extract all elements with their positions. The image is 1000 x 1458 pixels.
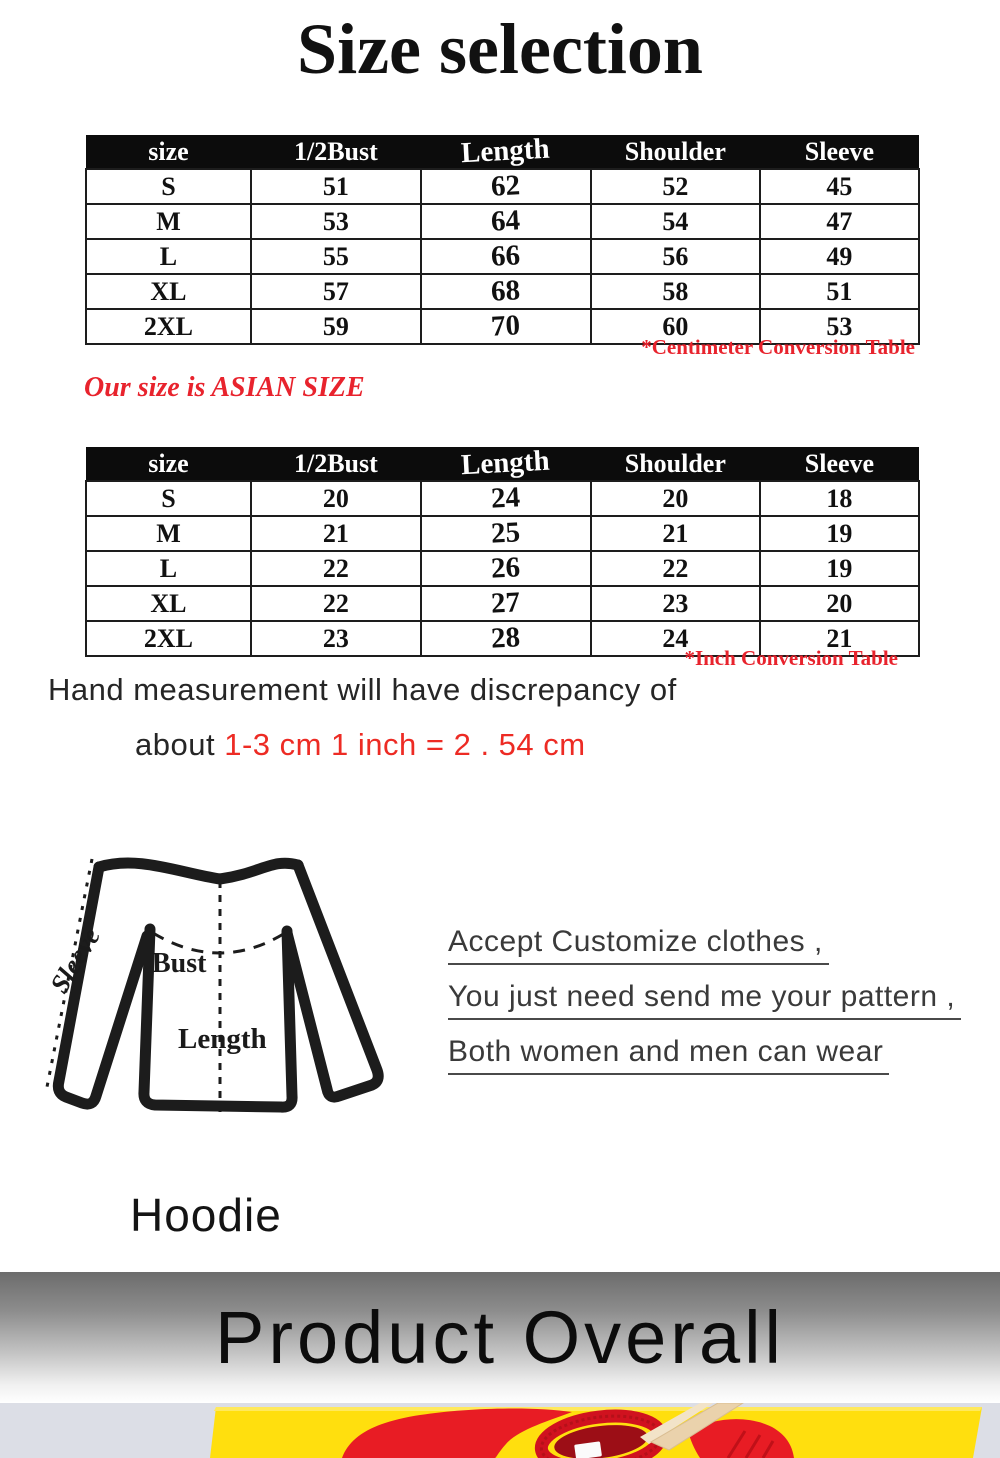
table-row bbox=[86, 204, 919, 239]
table-header-row bbox=[86, 447, 919, 481]
value-cell: 19 bbox=[760, 551, 919, 586]
column-header: Shoulder bbox=[591, 447, 760, 481]
value-cell: 68 bbox=[421, 274, 591, 309]
table-row bbox=[86, 274, 919, 309]
table-row bbox=[86, 586, 919, 621]
value-cell: 52 bbox=[591, 169, 760, 204]
value-cell: 62 bbox=[421, 169, 591, 204]
value-cell: 45 bbox=[760, 169, 919, 204]
value-cell: 25 bbox=[421, 516, 591, 551]
table-row bbox=[86, 516, 919, 551]
cm-table-caption: *Centimeter Conversion Table bbox=[641, 335, 915, 359]
value-cell: 20 bbox=[591, 481, 760, 516]
banner-title: Product Overall bbox=[215, 1296, 785, 1379]
size-cell: S bbox=[86, 481, 251, 516]
value-cell: 21 bbox=[591, 516, 760, 551]
value-cell: 27 bbox=[421, 586, 591, 621]
measurement-note-line1: Hand measurement will have discrepancy of bbox=[48, 672, 677, 707]
value-cell: 22 bbox=[251, 586, 421, 621]
value-cell: 47 bbox=[760, 204, 919, 239]
bust-dimension-label: Bust bbox=[152, 948, 207, 979]
value-cell: 55 bbox=[251, 239, 421, 274]
product-photo-strip bbox=[0, 1403, 1000, 1458]
value-cell: 57 bbox=[251, 274, 421, 309]
asian-size-note: Our size is ASIAN SIZE bbox=[84, 372, 365, 403]
product-name-label: Hoodie bbox=[130, 1189, 282, 1241]
size-cell: M bbox=[86, 204, 251, 239]
product-overall-banner bbox=[0, 1272, 1000, 1403]
customize-line-2: You just need send me your pattern , bbox=[448, 980, 961, 1020]
product-photo-illustration bbox=[0, 1403, 1000, 1458]
table-row bbox=[86, 169, 919, 204]
table-row bbox=[86, 481, 919, 516]
value-cell: 66 bbox=[421, 239, 591, 274]
value-cell: 70 bbox=[421, 309, 591, 344]
customize-line-1: Accept Customize clothes , bbox=[448, 925, 829, 965]
size-cell: 2XL bbox=[86, 309, 251, 344]
value-cell: 23 bbox=[591, 586, 760, 621]
column-header: size bbox=[86, 135, 251, 169]
value-cell: 53 bbox=[251, 204, 421, 239]
size-table-cm bbox=[85, 132, 920, 345]
value-cell: 23 bbox=[251, 621, 421, 656]
size-cell: 2XL bbox=[86, 621, 251, 656]
column-header: Shoulder bbox=[591, 135, 760, 169]
size-cell: L bbox=[86, 239, 251, 274]
column-header: 1/2Bust bbox=[251, 447, 421, 481]
value-cell: 60 bbox=[591, 309, 760, 344]
page-title: Size selection bbox=[297, 9, 703, 89]
customize-text-block bbox=[448, 925, 998, 1090]
value-cell: 21 bbox=[251, 516, 421, 551]
value-cell: 21 bbox=[760, 621, 919, 656]
measurement-note-about: about bbox=[135, 727, 225, 762]
value-cell: 64 bbox=[421, 204, 591, 239]
value-cell: 19 bbox=[760, 516, 919, 551]
hoodie-measurement-diagram bbox=[20, 845, 400, 1145]
value-cell: 26 bbox=[421, 551, 591, 586]
value-cell: 51 bbox=[251, 169, 421, 204]
value-cell: 49 bbox=[760, 239, 919, 274]
column-header: Length bbox=[421, 447, 591, 481]
value-cell: 58 bbox=[591, 274, 760, 309]
value-cell: 20 bbox=[760, 586, 919, 621]
value-cell: 53 bbox=[760, 309, 919, 344]
value-cell: 24 bbox=[591, 621, 760, 656]
length-dimension-label: Length bbox=[178, 1023, 267, 1055]
column-header: 1/2Bust bbox=[251, 135, 421, 169]
inch-table-caption: *Inch Conversion Table bbox=[684, 646, 898, 670]
measurement-note-line2 bbox=[135, 727, 586, 763]
sleeve-dimension-label: Sleeve bbox=[44, 922, 107, 999]
value-cell: 22 bbox=[591, 551, 760, 586]
size-cell: XL bbox=[86, 274, 251, 309]
hoodie-outline-drawing bbox=[20, 845, 400, 1145]
value-cell: 18 bbox=[760, 481, 919, 516]
size-table-inch bbox=[85, 444, 920, 657]
column-header: Sleeve bbox=[760, 447, 919, 481]
size-cell: XL bbox=[86, 586, 251, 621]
size-cell: L bbox=[86, 551, 251, 586]
table-row bbox=[86, 551, 919, 586]
value-cell: 51 bbox=[760, 274, 919, 309]
value-cell: 20 bbox=[251, 481, 421, 516]
table-row bbox=[86, 239, 919, 274]
value-cell: 22 bbox=[251, 551, 421, 586]
value-cell: 28 bbox=[421, 621, 591, 656]
customize-line-3: Both women and men can wear bbox=[448, 1035, 889, 1075]
size-cell: S bbox=[86, 169, 251, 204]
table-header-row bbox=[86, 135, 919, 169]
value-cell: 56 bbox=[591, 239, 760, 274]
size-cell: M bbox=[86, 516, 251, 551]
value-cell: 59 bbox=[251, 309, 421, 344]
column-header: size bbox=[86, 447, 251, 481]
value-cell: 54 bbox=[591, 204, 760, 239]
measurement-note-red: 1-3 cm 1 inch = 2 . 54 cm bbox=[224, 727, 586, 762]
value-cell: 24 bbox=[421, 481, 591, 516]
column-header: Length bbox=[421, 135, 591, 169]
column-header: Sleeve bbox=[760, 135, 919, 169]
